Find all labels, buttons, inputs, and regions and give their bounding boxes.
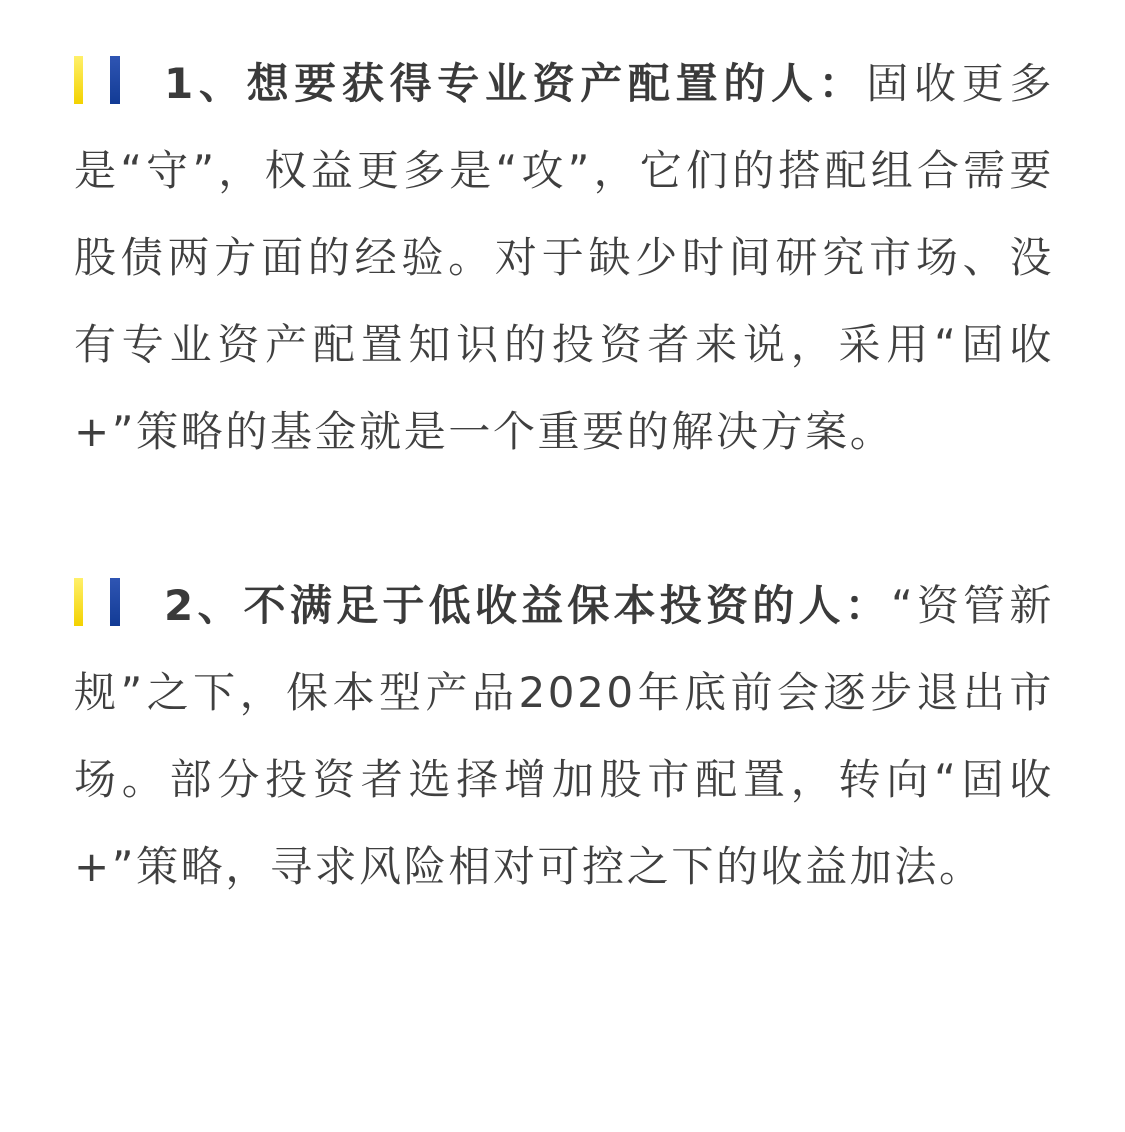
section-1-body: 固收更多是“守”，权益更多是“攻”，它们的搭配组合需要股债两方面的经验。对于缺少时间研究市场、没有专业资产配置知识的投资者来说，采用“固收+”策略的基金就是一个重要的解决方案。 [74, 59, 1054, 456]
section-2-body: “资管新规”之下，保本型产品2020年底前会逐步退出市场。部分投资者选择增加股市配置，转向“固收+”策略，寻求风险相对可控之下的收益加法。 [74, 581, 1054, 891]
blue-bar-icon [110, 56, 120, 104]
yellow-bar-icon [74, 578, 83, 626]
section-2-heading: 2、不满足于低收益保本投资的人： [164, 581, 891, 630]
section-1-heading: 1、想要获得专业资产配置的人： [164, 59, 867, 108]
section-marker-icon [74, 56, 128, 104]
section-1 [74, 40, 1054, 475]
section-2 [74, 562, 1054, 910]
section-marker-icon [74, 578, 128, 626]
yellow-bar-icon [74, 56, 83, 104]
article-content [74, 40, 1054, 910]
blue-bar-icon [110, 578, 120, 626]
